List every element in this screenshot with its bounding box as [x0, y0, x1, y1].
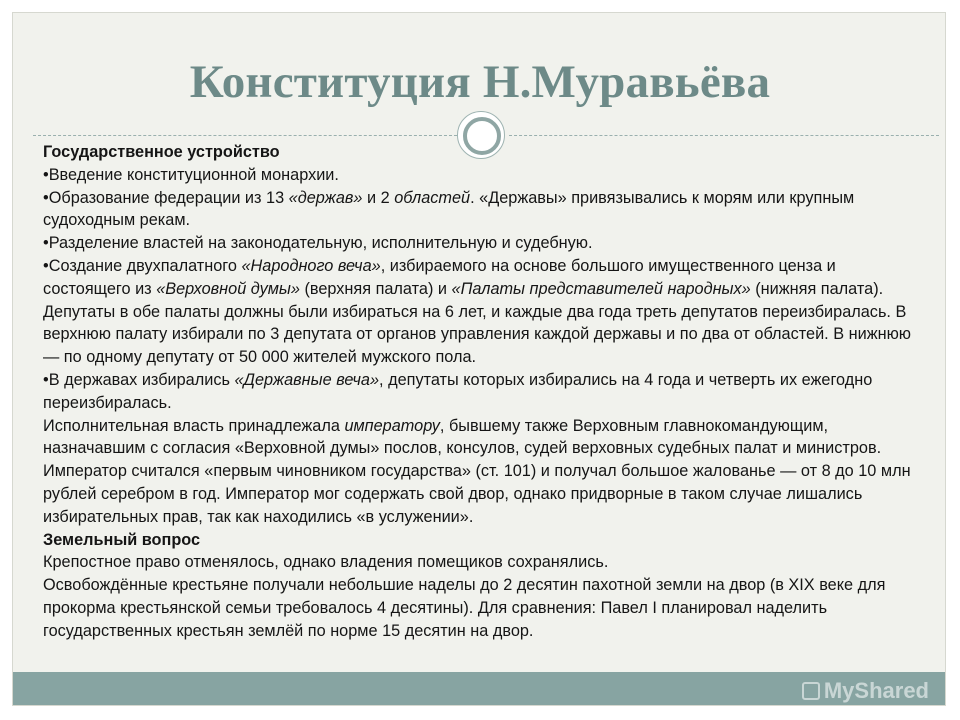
footer-bar [13, 672, 946, 706]
myshared-logo-icon [802, 682, 820, 700]
slide-title: Конституция Н.Муравьёва [189, 56, 771, 108]
title-divider-left [33, 135, 457, 136]
watermark [802, 678, 929, 704]
paragraph-serfdom: Крепостное право отменялось, однако владения помещиков сохранялись. [43, 553, 609, 572]
slide [12, 12, 946, 706]
watermark-text: MyShared [823, 678, 929, 703]
bullet-bicameral-parliament: •Создание двухпалатного «Народного веча», избираемого на основе большого имущественного ценза и состоящего из «Верховной думы» (верхняя палата) и «Палаты представителей народных» (нижняя палата). Депутаты в обе палаты должны были избираться на 6 лет, и каждые два года треть депутатов переизбиралась. В верхнюю палату избирали по 3 депутата от органов управления каждой державы и по два от областей. В нижнюю — по одному депутату от 50 000 жителей мужского пола. [43, 256, 911, 367]
bullet-separation-of-powers: •Разделение властей на законодательную, исполнительную и судебную. [43, 234, 593, 253]
paragraph-executive-power: Исполнительная власть принадлежала императору, бывшему также Верховным главнокомандующим, назначавшим с согласия «Верховной думы» послов, консулов, судей верховных судебных палат и министров. Император считался «первым чиновником государства» (ст. 101) и получал большое жалованье — от 8 до 10 млн рублей серебром в год. Император мог содержать свой двор, однако придворные в таком случае лишались избирательных прав, так как находились «в услужении». [43, 416, 911, 526]
title-divider-right [509, 135, 939, 136]
paragraph-peasant-allotments: Освобождённые крестьяне получали небольшие наделы до 2 десятин пахотной земли на двор (в XIX веке для прокорма крестьянской семьи требовалось 4 десятины). Для сравнения: Павел I планировал наделить государственных крестьян землёй по норме 15 десятин на двор. [43, 576, 886, 640]
bullet-federation: •Образование федерации из 13 «держав» и 2 областей. «Державы» привязывались к морям или крупным судоходным рекам. [43, 188, 855, 230]
bullet-state-assemblies: •В державах избирались «Державные веча», депутаты которых избирались на 4 года и четверть их ежегодно переизбиралась. [43, 370, 873, 412]
section-heading-land: Земельный вопрос [43, 530, 201, 549]
section-heading-state: Государственное устройство [43, 143, 280, 161]
bullet-monarchy: •Введение конституционной монархии. [43, 165, 339, 184]
slide-body [43, 141, 925, 643]
